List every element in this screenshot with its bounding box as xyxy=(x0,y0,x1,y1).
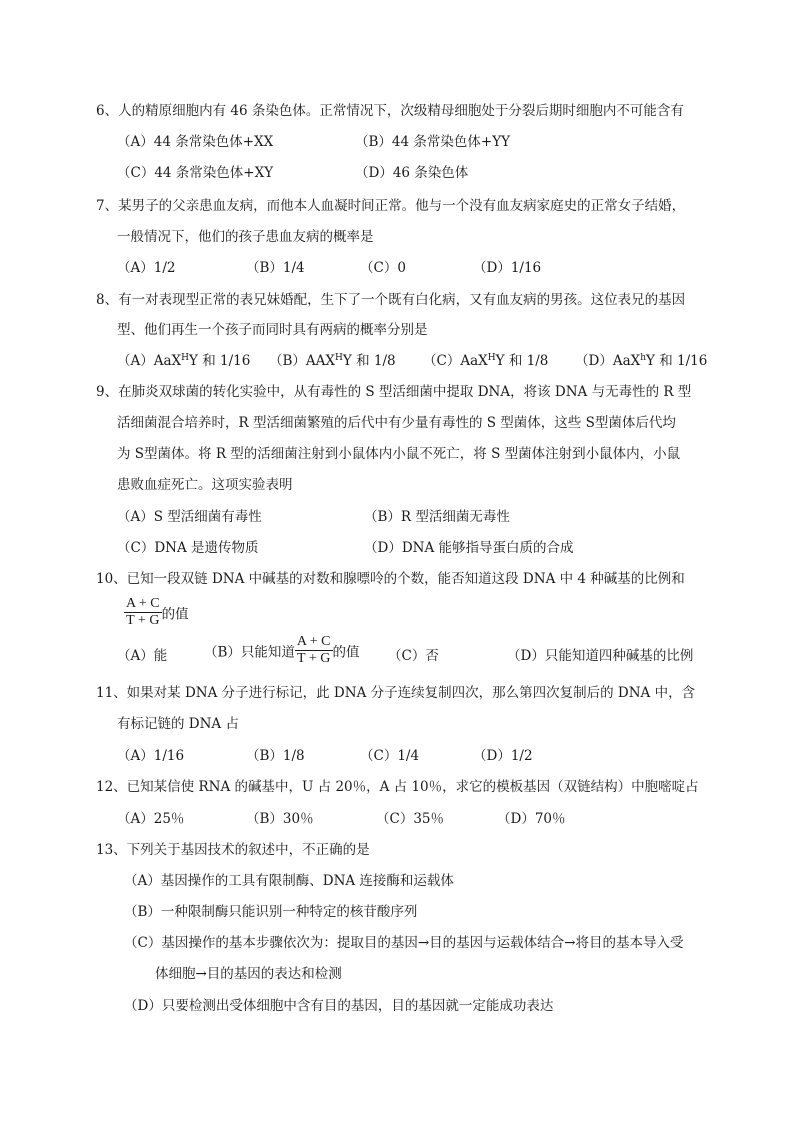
q7-stem-line1: 7、某男子的父亲患血友病，而他本人血凝时间正常。他与一个没有血友病家庭史的正常女子结婚， xyxy=(96,198,686,214)
q13-option-a: （A）基因操作的工具有限制酶、DNA 连接酶和运载体 xyxy=(124,873,454,889)
q9-stem-line3: 为 S型菌体。将 R 型的活细菌注射到小鼠体内小鼠不死亡，将 S 型菌体注射到小鼠体内，小鼠 xyxy=(117,446,681,462)
q8-option-b xyxy=(269,351,396,371)
q11-stem-line1: 11、如果对某 DNA 分子进行标记，此 DNA 分子连续复制四次，那么第四次复制后的 DNA 中，含 xyxy=(96,685,696,701)
q10-option-a: （A）能 xyxy=(117,648,168,664)
q7-option-d: （D）1/16 xyxy=(473,260,542,276)
q7-option-a: （A）1/2 xyxy=(117,260,176,276)
q8-option-c-sup: H xyxy=(487,353,496,363)
q10-option-b-pre: （B）只能知道 xyxy=(204,644,295,661)
q8-option-c-pre: （C）AaX xyxy=(423,353,488,369)
q12-stem: 12、已知某信使 RNA 的碱基中，U 占 20％，A 占 10％，求它的模板基因（双链结构）中胞嘧啶占 xyxy=(96,779,699,795)
q8-stem-line1: 8、有一对表现型正常的表兄妹婚配，生下了一个既有白化病，又有血友病的男孩。这位表兄的基因 xyxy=(96,292,686,308)
q8-option-d xyxy=(575,351,707,371)
q9-option-c: （C）DNA 是遗传物质 xyxy=(117,540,259,556)
q12-option-c: （C）35％ xyxy=(376,811,445,827)
q9-stem-line2: 活细菌混合培养时，R 型活细菌繁殖的后代中有少量有毒性的 S 型菌体，这些 S型菌体后代均 xyxy=(117,415,676,431)
q12-option-a: （A）25％ xyxy=(117,811,185,827)
q12-option-b: （B）30％ xyxy=(246,811,314,827)
q8-option-d-pre: （D）AaX xyxy=(575,353,641,369)
q10-fraction-numerator: A + C xyxy=(126,596,160,611)
q8-option-d-post: Y 和 1/16 xyxy=(646,353,708,369)
q8-option-a-post: Y 和 1/16 xyxy=(189,353,251,369)
q8-option-d-sup: h xyxy=(640,353,647,363)
q7-option-b: （B）1/4 xyxy=(246,260,305,276)
q6-option-d: （D）46 条染色体 xyxy=(355,165,469,181)
q9-stem-line1: 9、在肺炎双球菌的转化实验中，从有毒性的 S 型活细菌中提取 DNA，将该 DNA 与无毒性的 R 型 xyxy=(96,384,692,400)
q8-option-a-sup: H xyxy=(181,353,190,363)
q7-option-c: （C）0 xyxy=(360,260,406,276)
q10-option-b-denominator: T + G xyxy=(297,651,331,666)
q11-option-b: （B）1/8 xyxy=(246,748,305,764)
q8-option-a-pre: （A）AaX xyxy=(117,353,182,369)
q10-option-b-post: 的值 xyxy=(332,644,360,661)
q7-stem-line2: 一般情况下，他们的孩子患血友病的概率是 xyxy=(117,229,374,245)
q6-option-a: （A）44 条常染色体+XX xyxy=(117,134,274,150)
q10-option-b-numerator: A + C xyxy=(296,634,331,649)
q11-option-a: （A）1/16 xyxy=(117,748,185,764)
q10-option-c: （C）否 xyxy=(388,648,439,664)
q13-option-d: （D）只要检测出受体细胞中含有目的基因，目的基因就一定能成功表达 xyxy=(124,998,554,1014)
q9-stem-line4: 患败血症死亡。这项实验表明 xyxy=(117,477,293,493)
q6-stem: 6、人的精原细胞内有 46 条染色体。正常情况下，次级精母细胞处于分裂后期时细胞内不可能含有 xyxy=(96,103,684,119)
q8-option-b-pre: （B）AAX xyxy=(269,353,336,369)
q10-stem-line2 xyxy=(124,596,189,629)
q8-option-c-post: Y 和 1/8 xyxy=(495,353,549,369)
q13-option-c-line2: 体细胞→目的基因的表达和检测 xyxy=(155,966,342,982)
q9-option-a: （A）S 型活细菌有毒性 xyxy=(117,509,262,525)
q10-option-b xyxy=(204,634,360,667)
q10-fraction-denominator: T + G xyxy=(126,613,160,628)
q6-option-c: （C）44 条常染色体+XY xyxy=(117,165,274,181)
q8-option-c xyxy=(423,351,548,371)
q10-option-b-fraction xyxy=(295,634,333,667)
q9-option-d: （D）DNA 能够指导蛋白质的合成 xyxy=(364,540,574,556)
q8-option-b-sup: H xyxy=(335,353,343,363)
q11-option-d: （D）1/2 xyxy=(473,748,533,764)
q11-option-c: （C）1/4 xyxy=(360,748,420,764)
q10-stem-line1: 10、已知一段双链 DNA 中碱基的对数和腺嘌呤的个数，能否知道这段 DNA 中 4 种碱基的比例和 xyxy=(96,571,685,587)
q8-stem-line2: 型、他们再生一个孩子而同时具有两病的概率分别是 xyxy=(117,322,428,338)
q12-option-d: （D）70％ xyxy=(497,811,566,827)
q8-option-a xyxy=(117,351,250,371)
q6-option-b: （B）44 条常染色体+YY xyxy=(355,134,511,150)
q13-option-b: （B）一种限制酶只能识别一种特定的核苷酸序列 xyxy=(124,904,418,920)
q11-stem-line2: 有标记链的 DNA 占 xyxy=(117,716,239,732)
q13-option-c-line1: （C）基因操作的基本步骤依次为：提取目的基因→目的基因与运载体结合→将目的基本导入受 xyxy=(124,935,684,951)
q13-stem: 13、下列关于基因技术的叙述中，不正确的是 xyxy=(96,842,370,858)
q10-stem-tail: 的值 xyxy=(161,606,189,623)
q10-fraction xyxy=(124,596,162,629)
q9-option-b: （B）R 型活细菌无毒性 xyxy=(364,509,510,525)
q10-option-d: （D）只能知道四种碱基的比例 xyxy=(507,648,694,664)
q8-option-b-post: Y 和 1/8 xyxy=(342,353,396,369)
